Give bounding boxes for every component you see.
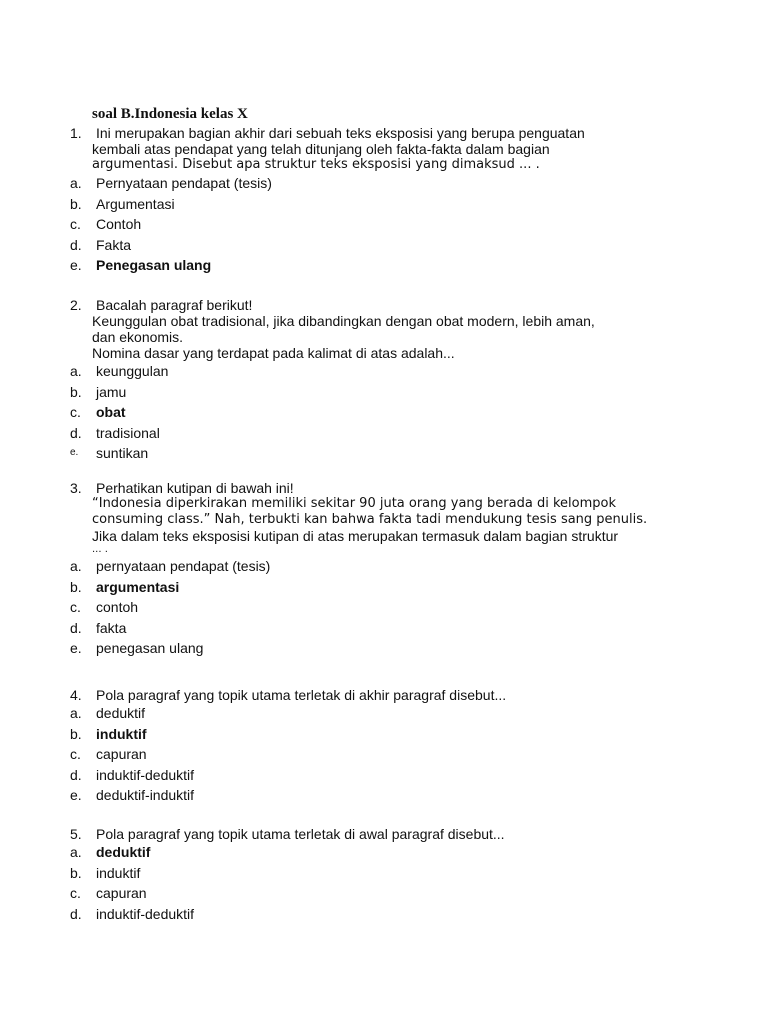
- question-text: kembali atas pendapat yang telah ditunjang oleh fakta-fakta dalam bagian: [92, 141, 550, 157]
- answer-option: [0, 765, 768, 786]
- option-letter: d.: [70, 236, 82, 253]
- option-letter: d.: [70, 766, 82, 783]
- answer-option-correct: [0, 842, 768, 863]
- option-letter: b.: [70, 195, 82, 212]
- question-text: dan ekonomis.: [92, 329, 184, 345]
- question-text: argumentasi. Disebut apa struktur teks eksposisi yang dimaksud ... .: [92, 157, 540, 172]
- option-letter: d.: [70, 619, 82, 636]
- question-text: Nomina dasar yang terdapat pada kalimat di atas adalah...: [92, 345, 455, 361]
- option-text: tradisional: [96, 424, 160, 441]
- question-number: 1.: [70, 125, 82, 141]
- answer-option-correct: [0, 255, 768, 276]
- answer-option-correct: [0, 402, 768, 423]
- question-text: Ini merupakan bagian akhir dari sebuah teks eksposisi yang berupa penguatan: [96, 125, 585, 141]
- option-text: induktif-deduktif: [96, 766, 195, 783]
- option-letter: c.: [70, 885, 81, 901]
- answer-option: [0, 597, 768, 618]
- option-letter: e.: [70, 640, 82, 656]
- option-letter: d.: [70, 905, 82, 922]
- option-letter: e.: [70, 257, 82, 273]
- answer-option: [0, 214, 768, 235]
- answer-option: [0, 173, 768, 194]
- option-letter: b.: [70, 578, 82, 595]
- option-text: jamu: [96, 383, 127, 400]
- option-text: suntikan: [96, 445, 149, 461]
- document-title: soal B.Indonesia kelas X: [92, 106, 248, 122]
- answer-option: [0, 423, 768, 444]
- option-text: Contoh: [96, 216, 142, 232]
- answer-option: [0, 235, 768, 256]
- answer-option: [0, 556, 768, 577]
- answer-option: [0, 382, 768, 403]
- question-5: [0, 826, 768, 924]
- question-text: Keunggulan obat tradisional, jika dibandingkan dengan obat modern, lebih aman,: [92, 313, 595, 329]
- option-text: penegasan ulang: [96, 640, 204, 656]
- answer-option: [0, 883, 768, 904]
- option-letter: b.: [70, 864, 82, 881]
- question-2: [0, 297, 768, 464]
- option-letter: c.: [70, 404, 81, 420]
- option-text: induktif: [96, 725, 147, 742]
- option-text: capuran: [96, 746, 147, 762]
- option-text: induktif: [96, 864, 141, 881]
- option-letter: b.: [70, 725, 82, 742]
- option-letter: c.: [70, 599, 81, 615]
- question-text: Pola paragraf yang topik utama terletak di awal paragraf disebut...: [96, 826, 505, 842]
- option-letter: a.: [70, 363, 82, 379]
- option-text: Pernyataan pendapat (tesis): [96, 175, 272, 191]
- option-text: contoh: [96, 599, 139, 615]
- option-letter: d.: [70, 424, 82, 441]
- question-3: [0, 480, 768, 659]
- option-text: Penegasan ulang: [96, 257, 212, 273]
- option-letter: b.: [70, 383, 82, 400]
- option-letter: e.: [70, 787, 82, 803]
- option-letter: c.: [70, 746, 81, 762]
- option-text: pernyataan pendapat (tesis): [96, 558, 271, 574]
- answer-option: [0, 744, 768, 765]
- option-text: induktif-deduktif: [96, 905, 195, 922]
- option-letter: a.: [70, 558, 82, 574]
- answer-option-correct: [0, 577, 768, 598]
- option-text: capuran: [96, 885, 147, 901]
- option-text: fakta: [96, 619, 127, 636]
- question-text: ... .: [92, 544, 108, 555]
- question-4: [0, 687, 768, 806]
- answer-option-correct: [0, 724, 768, 745]
- option-letter: e.: [70, 447, 79, 458]
- answer-option: [0, 361, 768, 382]
- option-text: deduktif-induktif: [96, 787, 195, 803]
- answer-option: [0, 194, 768, 215]
- option-text: deduktif: [96, 705, 146, 721]
- option-text: obat: [96, 404, 126, 420]
- question-number: 3.: [70, 480, 82, 496]
- answer-option: [0, 863, 768, 884]
- question-text: Jika dalam teks eksposisi kutipan di atas merupakan termasuk dalam bagian struktur: [92, 528, 619, 544]
- question-text: consuming class.” Nah, terbukti kan bahwa fakta tadi mendukung tesis sang penulis.: [92, 512, 648, 527]
- option-text: keunggulan: [96, 363, 169, 379]
- option-letter: a.: [70, 705, 82, 721]
- question-number: 2.: [70, 297, 82, 313]
- option-text: deduktif: [96, 844, 151, 860]
- answer-option: [0, 785, 768, 806]
- answer-option: [0, 703, 768, 724]
- option-letter: a.: [70, 175, 82, 191]
- option-text: Fakta: [96, 236, 132, 253]
- answer-option: [0, 638, 768, 659]
- question-text: “Indonesia diperkirakan memiliki sekitar 90 juta orang yang berada di kelompok: [92, 496, 616, 511]
- option-letter: a.: [70, 844, 82, 860]
- question-1: [0, 125, 768, 276]
- question-text: Pola paragraf yang topik utama terletak di akhir paragraf disebut...: [96, 687, 507, 703]
- question-text: Perhatikan kutipan di bawah ini!: [96, 480, 294, 496]
- option-text: Argumentasi: [96, 195, 175, 212]
- question-number: 5.: [70, 826, 82, 842]
- question-number: 4.: [70, 687, 82, 703]
- option-text: argumentasi: [96, 578, 180, 595]
- answer-option: [0, 443, 768, 464]
- question-text: Bacalah paragraf berikut!: [96, 297, 253, 313]
- answer-option: [0, 618, 768, 639]
- answer-option: [0, 904, 768, 925]
- option-letter: c.: [70, 216, 81, 232]
